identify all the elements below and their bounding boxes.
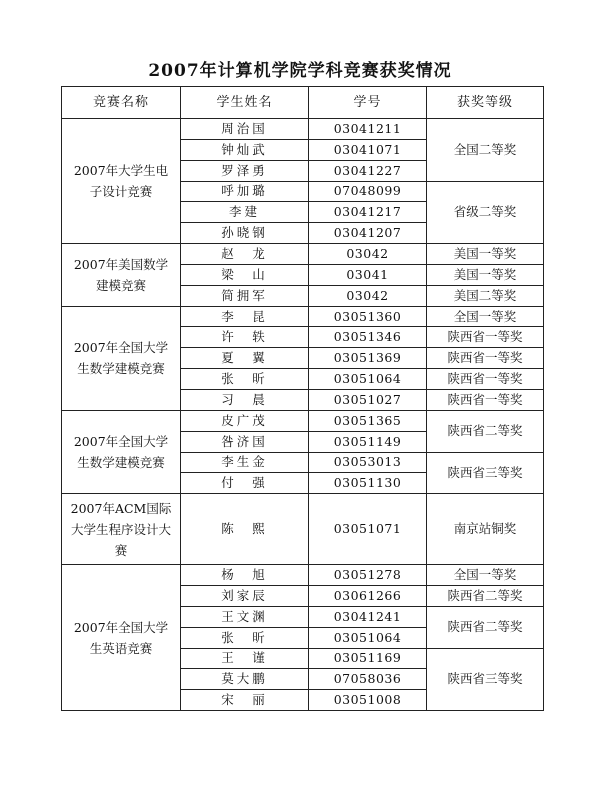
- student-name: 周治国: [181, 119, 309, 140]
- student-name: 李建: [181, 202, 309, 223]
- header-row: [62, 87, 544, 119]
- award-cell: 陕西省一等奖: [427, 327, 544, 348]
- student-id: 03041207: [309, 223, 427, 244]
- student-name: 咎济国: [181, 431, 309, 452]
- student-name: 简拥军: [181, 285, 309, 306]
- award-cell: 南京站铜奖: [427, 494, 544, 565]
- competition-cell: 2007年全国大学生数学建模竞赛: [62, 306, 181, 410]
- student-id: 03051169: [309, 648, 427, 669]
- student-name: 许 轶: [181, 327, 309, 348]
- award-cell: 美国二等奖: [427, 285, 544, 306]
- student-id: 03051365: [309, 410, 427, 431]
- student-name: 罗泽勇: [181, 160, 309, 181]
- student-name: 付 强: [181, 473, 309, 494]
- table-row: [62, 410, 544, 431]
- student-id: 07058036: [309, 669, 427, 690]
- student-name: 杨 旭: [181, 565, 309, 586]
- student-id: 03051278: [309, 565, 427, 586]
- student-name: 陈 熙: [181, 494, 309, 565]
- student-id: 03041071: [309, 139, 427, 160]
- table-row: [62, 565, 544, 586]
- student-name: 王文渊: [181, 606, 309, 627]
- student-id: 03041241: [309, 606, 427, 627]
- student-name: 钟灿武: [181, 139, 309, 160]
- competition-cell: 2007年全国大学生数学建模竞赛: [62, 410, 181, 493]
- header-student-name: 学生姓名: [181, 87, 309, 119]
- award-cell: 美国一等奖: [427, 244, 544, 265]
- student-id: 03051008: [309, 690, 427, 711]
- student-id: 03041: [309, 264, 427, 285]
- award-cell: 陕西省一等奖: [427, 389, 544, 410]
- student-id: 03051360: [309, 306, 427, 327]
- award-cell: 陕西省一等奖: [427, 348, 544, 369]
- student-name: 张 昕: [181, 369, 309, 390]
- award-cell: 全国一等奖: [427, 306, 544, 327]
- student-id: 03041227: [309, 160, 427, 181]
- student-name: 李 昆: [181, 306, 309, 327]
- header-competition: 竞赛名称: [62, 87, 181, 119]
- award-cell: 陕西省二等奖: [427, 410, 544, 452]
- student-name: 李生金: [181, 452, 309, 473]
- student-name: 习 晨: [181, 389, 309, 410]
- award-cell: 陕西省三等奖: [427, 452, 544, 494]
- student-name: 莫大鹏: [181, 669, 309, 690]
- award-cell: 陕西省三等奖: [427, 648, 544, 711]
- award-cell: 陕西省二等奖: [427, 586, 544, 607]
- student-id: 03051130: [309, 473, 427, 494]
- student-name: 孙晓钢: [181, 223, 309, 244]
- student-id: 07048099: [309, 181, 427, 202]
- award-cell: 全国一等奖: [427, 565, 544, 586]
- table-row: [62, 119, 544, 140]
- student-name: 夏 翼: [181, 348, 309, 369]
- student-name: 刘家辰: [181, 586, 309, 607]
- student-name: 张 昕: [181, 627, 309, 648]
- student-name: 皮广茂: [181, 410, 309, 431]
- competition-cell: 2007年全国大学生英语竞赛: [62, 565, 181, 711]
- award-cell: 省级二等奖: [427, 181, 544, 244]
- student-id: 03042: [309, 285, 427, 306]
- student-id: 03051027: [309, 389, 427, 410]
- awards-table: [61, 86, 544, 711]
- student-name: 赵 龙: [181, 244, 309, 265]
- header-award-level: 获奖等级: [427, 87, 544, 119]
- competition-cell: 2007年美国数学建模竞赛: [62, 244, 181, 307]
- student-id: 03041211: [309, 119, 427, 140]
- student-id: 03051149: [309, 431, 427, 452]
- student-id: 03051369: [309, 348, 427, 369]
- student-id: 03051071: [309, 494, 427, 565]
- student-id: 03041217: [309, 202, 427, 223]
- table-row: [62, 494, 544, 565]
- student-id: 03042: [309, 244, 427, 265]
- student-id: 03061266: [309, 586, 427, 607]
- student-name: 呼加璐: [181, 181, 309, 202]
- student-id: 03053013: [309, 452, 427, 473]
- student-name: 梁 山: [181, 264, 309, 285]
- competition-cell: 2007年ACM国际大学生程序设计大赛: [62, 494, 181, 565]
- award-cell: 陕西省二等奖: [427, 606, 544, 648]
- award-cell: 美国一等奖: [427, 264, 544, 285]
- table-row: [62, 244, 544, 265]
- competition-cell: 2007年大学生电子设计竞赛: [62, 119, 181, 244]
- page-title: 2007年计算机学院学科竞赛获奖情况: [148, 61, 452, 81]
- student-id: 03051064: [309, 369, 427, 390]
- student-id: 03051064: [309, 627, 427, 648]
- award-cell: 陕西省一等奖: [427, 369, 544, 390]
- student-name: 王 谨: [181, 648, 309, 669]
- table-row: [62, 306, 544, 327]
- header-student-id: 学号: [309, 87, 427, 119]
- student-id: 03051346: [309, 327, 427, 348]
- award-cell: 全国二等奖: [427, 119, 544, 182]
- student-name: 宋 丽: [181, 690, 309, 711]
